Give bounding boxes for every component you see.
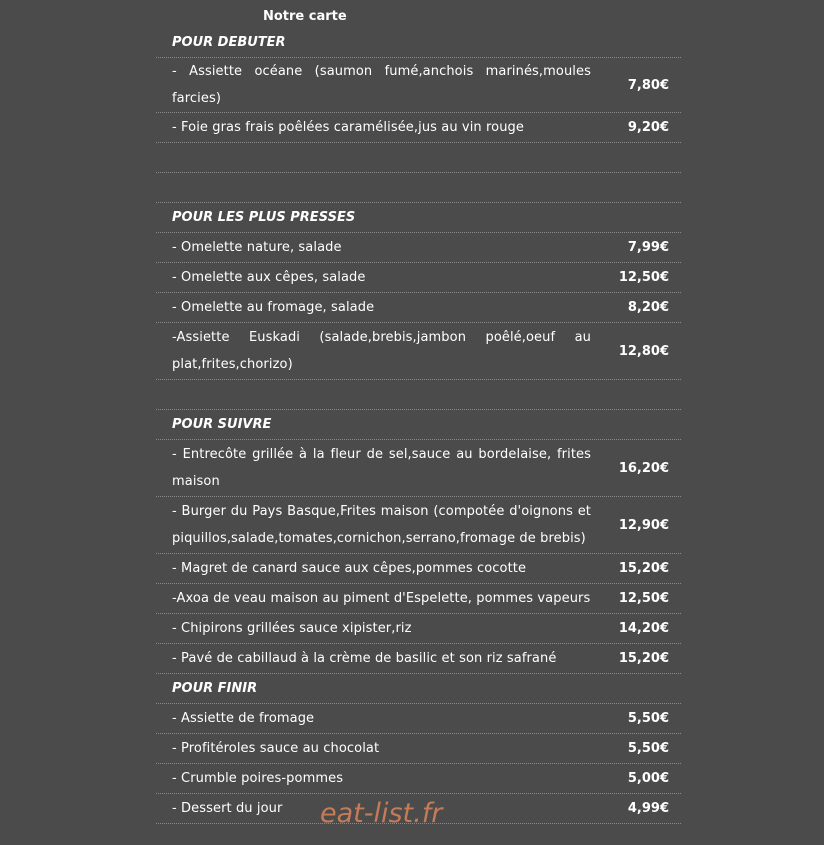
dish-name: - Entrecôte grillée à la fleur de sel,sauce au bordelaise, frites maison bbox=[172, 447, 591, 489]
dish-name: - Burger du Pays Basque,Frites maison (compotée d'oignons et piquillos,salade,tomates,cornichon,serrano,fromage de brebis) bbox=[172, 504, 591, 546]
dish-price: 12,90€ bbox=[618, 517, 669, 533]
dish-price: 15,20€ bbox=[618, 651, 669, 666]
dish-name: - Omelette nature, salade bbox=[172, 240, 342, 255]
menu-item bbox=[156, 58, 681, 113]
section-heading: POUR SUIVRE bbox=[156, 410, 681, 440]
dish-price: 7,99€ bbox=[627, 240, 669, 255]
dish-price: 16,20€ bbox=[618, 460, 669, 476]
dish-price: 9,20€ bbox=[627, 120, 669, 135]
dish-name: - Foie gras frais poêlées caramélisée,jus au vin rouge bbox=[172, 120, 525, 135]
dish-price: 14,20€ bbox=[618, 621, 669, 636]
dish-price: 5,50€ bbox=[627, 711, 669, 726]
dish-price: 15,20€ bbox=[618, 561, 669, 576]
dish-price: 5,00€ bbox=[627, 771, 669, 786]
page-title: Notre carte bbox=[263, 9, 347, 24]
menu-item bbox=[156, 584, 681, 614]
dish-name: - Assiette océane (saumon fumé,anchois marinés,moules farcies) bbox=[172, 64, 591, 106]
menu-item bbox=[156, 614, 681, 644]
menu-table bbox=[156, 28, 681, 824]
dish-name: - Chipirons grillées sauce xipister,riz bbox=[172, 621, 412, 636]
dish-name: - Assiette de fromage bbox=[172, 711, 315, 726]
menu-item bbox=[156, 644, 681, 674]
dish-name: -Assiette Euskadi (salade,brebis,jambon poêlé,oeuf au plat,frites,chorizo) bbox=[172, 330, 591, 372]
dish-price: 7,80€ bbox=[627, 77, 669, 93]
dish-price: 12,50€ bbox=[618, 591, 669, 606]
menu-item bbox=[156, 263, 681, 293]
dish-price: 4,99€ bbox=[627, 801, 669, 816]
menu-item bbox=[156, 113, 681, 143]
section-heading: POUR DEBUTER bbox=[156, 28, 681, 58]
menu-item bbox=[156, 497, 681, 554]
dish-name: -Axoa de veau maison au piment d'Espelette, pommes vapeurs bbox=[172, 591, 591, 606]
dish-name: - Omelette au fromage, salade bbox=[172, 300, 375, 315]
dish-price: 5,50€ bbox=[627, 741, 669, 756]
menu-item bbox=[156, 704, 681, 734]
dish-price: 12,80€ bbox=[618, 343, 669, 359]
dish-name: - Omelette aux cêpes, salade bbox=[172, 270, 366, 285]
menu-item bbox=[156, 440, 681, 497]
menu-item bbox=[156, 293, 681, 323]
menu-item bbox=[156, 734, 681, 764]
watermark: eat-list.fr bbox=[320, 798, 443, 829]
dish-price: 12,50€ bbox=[618, 270, 669, 285]
menu-item bbox=[156, 554, 681, 584]
dish-name: - Pavé de cabillaud à la crème de basilic et son riz safrané bbox=[172, 651, 557, 666]
dish-name: - Magret de canard sauce aux cêpes,pommes cocotte bbox=[172, 561, 527, 576]
section-heading: POUR FINIR bbox=[156, 674, 681, 704]
dish-price: 8,20€ bbox=[627, 300, 669, 315]
empty-row bbox=[156, 143, 681, 173]
menu-item bbox=[156, 323, 681, 380]
dish-name: - Crumble poires-pommes bbox=[172, 771, 344, 786]
section-heading: POUR LES PLUS PRESSES bbox=[156, 203, 681, 233]
dish-name: - Profitéroles sauce au chocolat bbox=[172, 741, 380, 756]
empty-row bbox=[156, 173, 681, 203]
menu-item bbox=[156, 764, 681, 794]
empty-row bbox=[156, 380, 681, 410]
dish-name: - Dessert du jour bbox=[172, 801, 283, 816]
menu-item bbox=[156, 233, 681, 263]
